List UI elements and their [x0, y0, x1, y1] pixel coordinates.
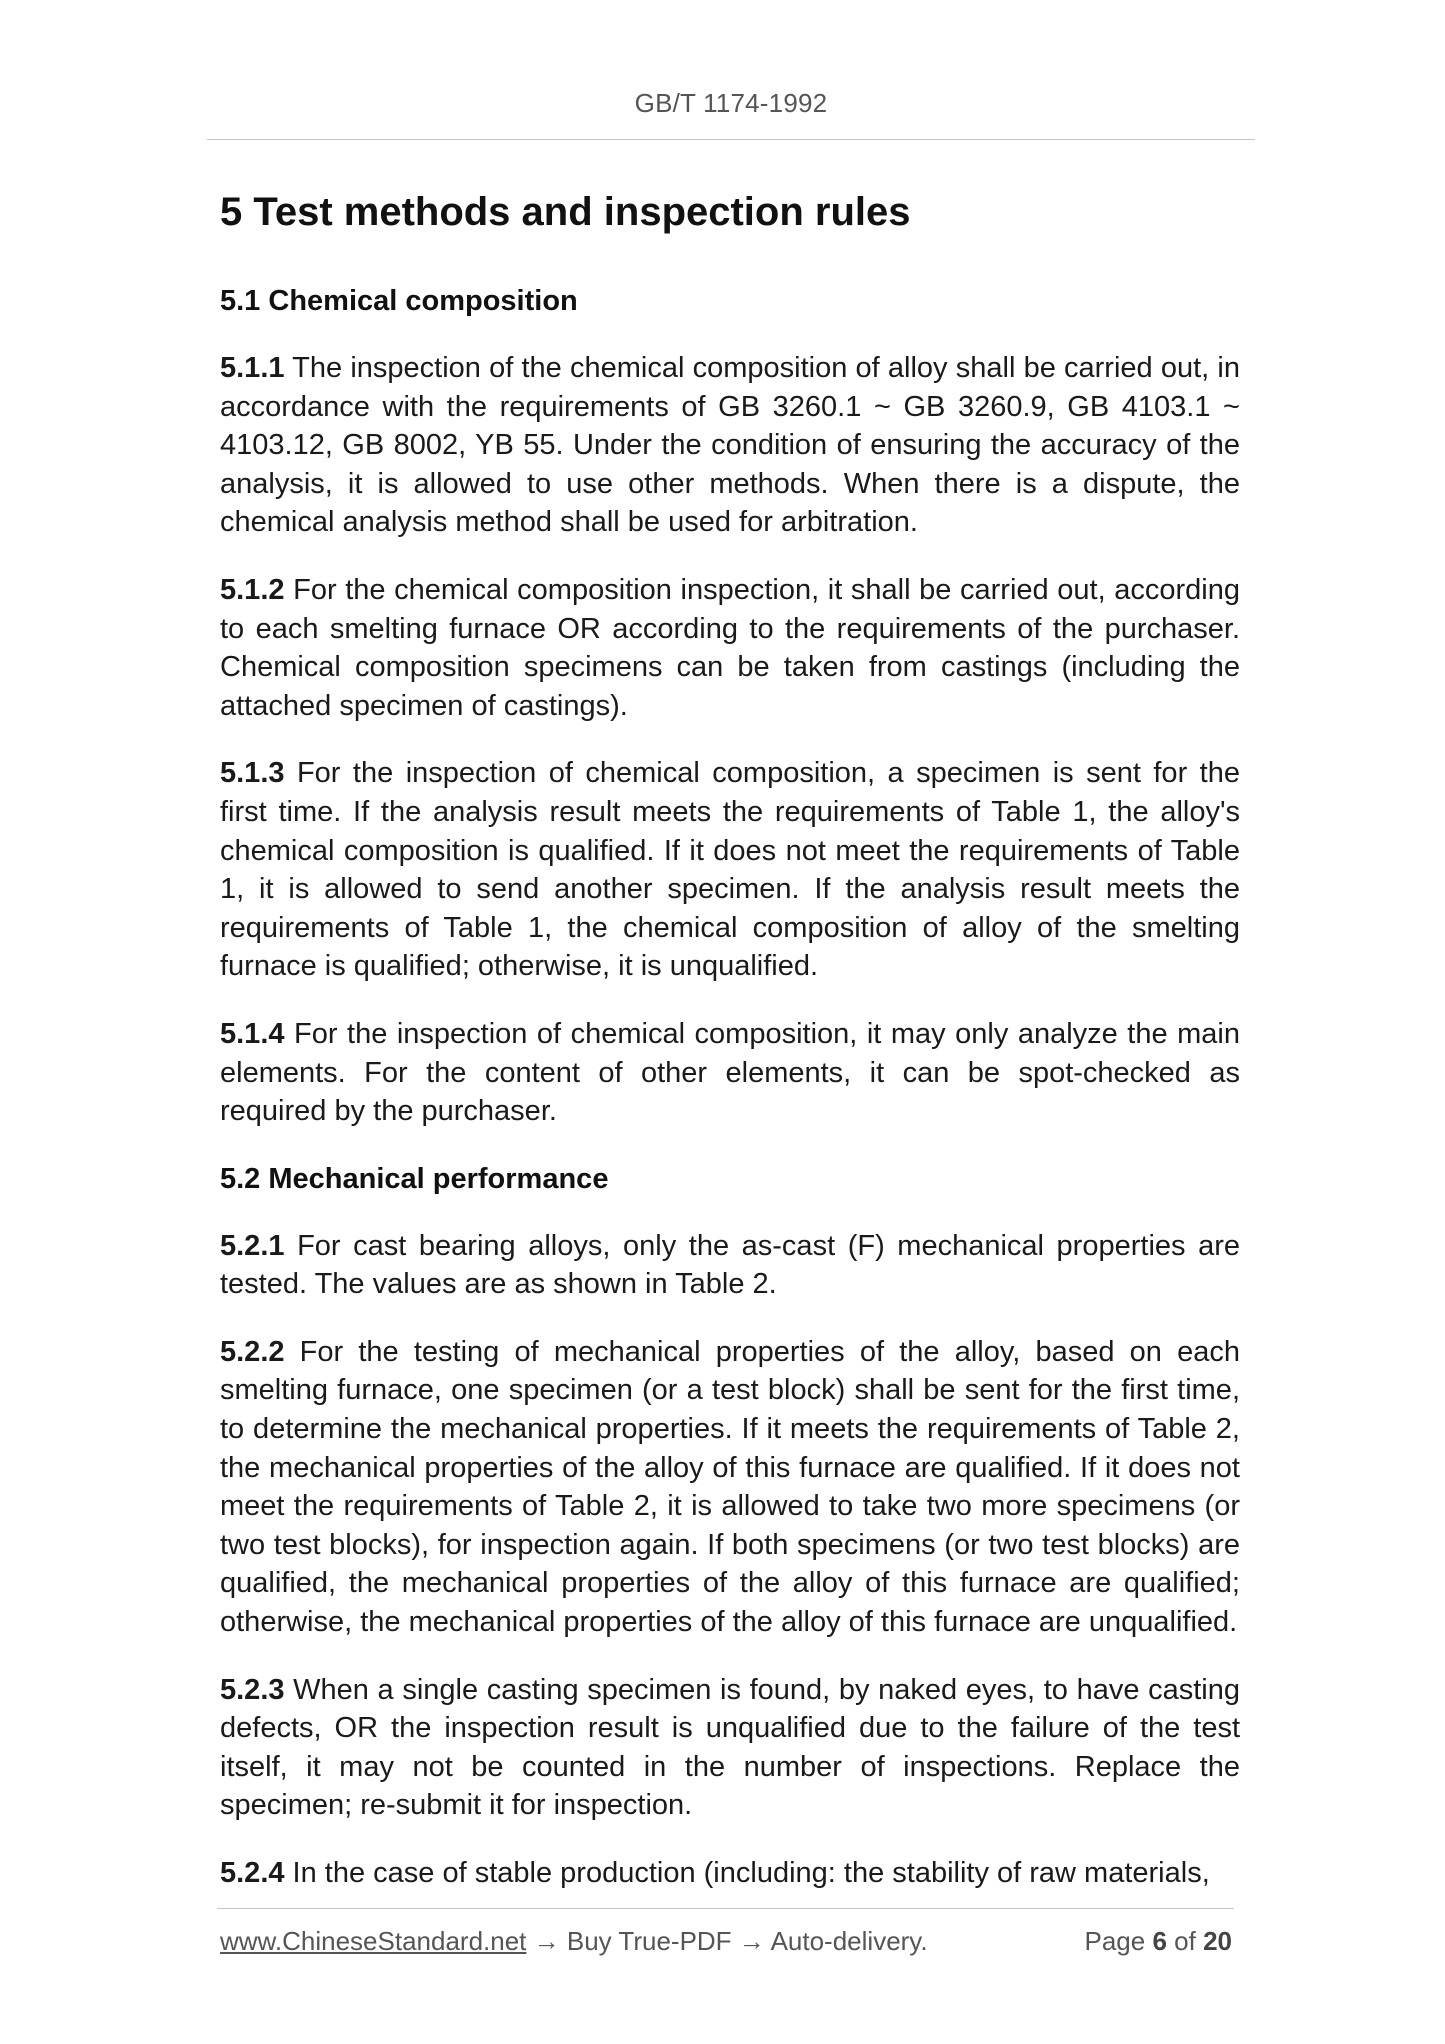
page-footer	[220, 1926, 1232, 1957]
clause-text: When a single casting specimen is found, by naked eyes, to have casting defects, OR the inspection result is unqualified due to the failure of the test itself, it may not be counted in the number of inspections. Replace the specimen; re-submit it for inspection.	[220, 1673, 1240, 1822]
header-divider	[207, 139, 1255, 140]
page-counter	[1084, 1926, 1232, 1957]
page-header: GB/T 1174-1992	[634, 88, 828, 118]
clause-text: For the chemical composition inspection, it shall be carried out, according to each smelting furnace OR according to the requirements of the purchaser. Chemical composition specimens can be taken from castings (including the attached specimen of castings).	[220, 573, 1240, 722]
clause-number: 5.1.1	[220, 352, 285, 384]
subsection-title-5-2: 5.2 Mechanical performance	[220, 1162, 609, 1195]
clause-5-2-2	[220, 1333, 1240, 1642]
clause-number: 5.2.2	[220, 1335, 285, 1368]
clause-text: For the testing of mechanical properties of the alloy, based on each smelting furnace, one specimen (or a test block) shall be sent for the first time, to determine the mechanical properties. If it meets the requirements of Table 2, the mechanical properties of the alloy of this furnace are qualified. If it does not meet the requirements of Table 2, it is allowed to take two more specimens (or two test blocks), for inspection again. If both specimens (or two test blocks) are qualified, the mechanical properties of the alloy of this furnace are qualified; otherwise, the mechanical properties of the alloy of this furnace are unqualified.	[220, 1335, 1240, 1639]
clause-5-1-3	[220, 754, 1240, 986]
clause-number: 5.1.2	[220, 573, 285, 606]
subsection-title-5-1: 5.1 Chemical composition	[220, 285, 578, 317]
clause-text: The inspection of the chemical composition of alloy shall be carried out, in accordance with the requirements of GB 3260.1 ~ GB 3260.9, GB 4103.1 ~ 4103.12, GB 8002, YB 55. Under the condition of ensuring the accuracy of the analysis, it is allowed to use other methods. When there is a dispute, the chemical analysis method shall be used for arbitration.	[220, 352, 1240, 539]
document-body	[220, 186, 1240, 1922]
clause-number: 5.2.1	[220, 1229, 285, 1262]
clause-number: 5.1.4	[220, 1017, 285, 1050]
clause-text: For the inspection of chemical composition, a specimen is sent for the first time. If the analysis result meets the requirements of Table 1, the alloy's chemical composition is qualified. If it does not meet the requirements of Table 1, it is allowed to send another specimen. If the analysis result meets the requirements of Table 1, the chemical composition of alloy of the smelting furnace is qualified; otherwise, it is unqualified.	[220, 757, 1240, 983]
clause-5-2-3	[220, 1671, 1240, 1825]
footer-promo	[220, 1926, 928, 1957]
footer-divider	[217, 1908, 1234, 1909]
of-label: of	[1174, 1926, 1196, 1956]
clause-5-2-4	[220, 1854, 1240, 1893]
clause-number: 5.1.3	[220, 757, 285, 790]
page-current: 6	[1152, 1926, 1167, 1956]
footer-promo-text: → Buy True-PDF → Auto-delivery.	[526, 1926, 928, 1956]
page-label: Page	[1084, 1926, 1146, 1956]
section-title: 5 Test methods and inspection rules	[220, 190, 911, 234]
clause-text: In the case of stable production (including: the stability of raw materials,	[284, 1857, 1210, 1889]
clause-number: 5.2.3	[220, 1673, 285, 1706]
clause-5-1-4	[220, 1015, 1240, 1131]
clause-5-2-1	[220, 1227, 1240, 1304]
clause-5-1-1	[220, 349, 1240, 542]
clause-5-1-2	[220, 571, 1240, 725]
clause-text: For cast bearing alloys, only the as-cast (F) mechanical properties are tested. The values are as shown in Table 2.	[220, 1229, 1240, 1301]
website-link[interactable]: www.ChineseStandard.net	[220, 1926, 527, 1956]
clause-number: 5.2.4	[220, 1857, 285, 1889]
clause-text: For the inspection of chemical composition, it may only analyze the main elements. For the content of other elements, it can be spot-checked as required by the purchaser.	[220, 1017, 1240, 1128]
page-total: 20	[1203, 1926, 1232, 1956]
